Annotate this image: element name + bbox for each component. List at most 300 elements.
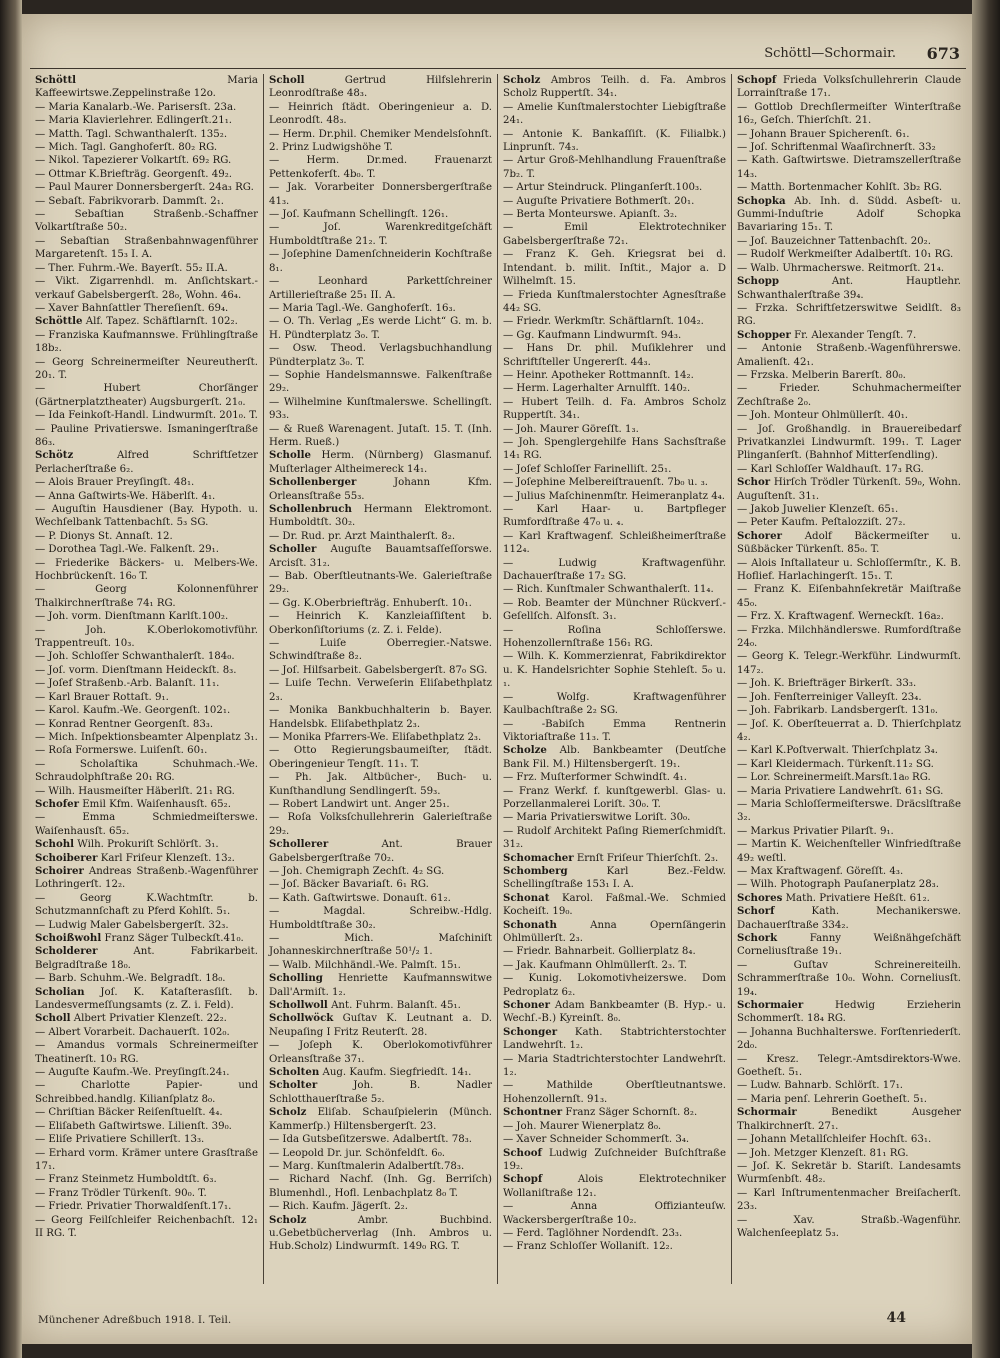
entry-surname: Schöttle xyxy=(35,315,83,328)
entry-text: — Robert Landwirt unt. Anger 25₁. xyxy=(269,798,450,810)
directory-entry xyxy=(269,1214,492,1254)
entry-text: — Joſef Schloſſer Farinelliſt. 25₁. xyxy=(503,463,672,475)
directory-entry xyxy=(35,557,258,584)
directory-entry xyxy=(269,476,492,503)
entry-text: Adolf Bäckermeiſter u. Süßbäcker Türkenſt. 85₀. T. xyxy=(737,530,961,556)
entry-text: Franz Säger Tulbeckſt.41₀. xyxy=(104,933,244,944)
entry-text: — Joſeph K. Oberlokomotivführer Orleansſtraße 37₁. xyxy=(269,1040,492,1065)
directory-entry xyxy=(269,1079,492,1106)
entry-surname: Scholz xyxy=(269,1106,307,1119)
directory-entry xyxy=(35,798,258,811)
entry-text: — Nikol. Tapezierer Volkartſt. 69₂ RG. xyxy=(35,155,232,167)
entry-text: — Mich. Inſpektionsbeamter Alpenplatz 3₁. xyxy=(35,731,258,743)
directory-entry xyxy=(269,731,492,744)
entry-text: Joſ. K. Kataſterasſiſt. b. Landesvermeſſungsamts (z. Z. i. Feld). xyxy=(35,986,258,1012)
directory-entry xyxy=(737,744,961,757)
directory-entry xyxy=(35,718,258,731)
entry-text: Math. Privatiere Heßſt. 61₂. xyxy=(785,892,930,904)
entry-text: — Franziska Kaufmannswe. Frühlingſtraße 18b₂. xyxy=(35,329,258,355)
directory-entry xyxy=(737,476,961,503)
directory-entry xyxy=(503,490,726,503)
entry-text: — Auguſtin Hausdiener (Bay. Hypoth. u. Wechſelbank Tattenbachſt. 5₃ SG. xyxy=(35,504,258,529)
entry-text: — Kath. Gaſtwirtswe. Dietramszellerſtraße 14₃. xyxy=(737,155,961,180)
entry-text: Alb. Bankbeamter (Deutſche Bank Fil. M.) Hiltensbergerſt. 19₁. xyxy=(503,745,726,770)
entry-text: — Amelie Kunſtmalerstochter Liebigſtraße 24₁. xyxy=(503,101,726,127)
entry-text: — Frzka. Milchhändlerswe. Rumfordſtraße 24₀. xyxy=(737,624,961,650)
entry-text: — Maria Kanalarb.-We. Parisersſt. 23a. xyxy=(35,101,237,113)
entry-surname: Schoißwohl xyxy=(35,932,102,944)
entry-text: — Heinr. Apotheker Rottmannſt. 14₂. xyxy=(503,369,694,381)
directory-entry xyxy=(503,691,726,718)
entry-text: — Joſ. Bauzeichner Tattenbachſt. 20₂. xyxy=(737,235,931,247)
directory-entry xyxy=(737,758,961,771)
entry-text: — Osw. Theod. Verlagsbuchhandlung Pündterplatz 3₀. T. xyxy=(269,343,492,368)
directory-entry xyxy=(503,1200,726,1227)
directory-entry xyxy=(503,208,726,221)
entry-text: — Max Kraftwagenf. Göreſſt. 4₃. xyxy=(737,865,904,877)
directory-entry xyxy=(35,945,258,972)
directory-entry xyxy=(269,1066,492,1079)
entry-text: — Rob. Beamter der Münchner Rückverſ.-Geſellſch. Alfonsſt. 3₁. xyxy=(503,597,726,623)
entry-text: Andreas Straßenb.-Wagenführer Lothringerſt. 12₂. xyxy=(35,865,258,891)
entry-text: — Friedr. Bahnarbeit. Gollierplatz 8₄. xyxy=(503,946,696,958)
directory-entry xyxy=(503,999,726,1026)
entry-text: — Friedr. Privatier Thorwaldſenſt.17₁. xyxy=(35,1201,232,1213)
entry-text: — Georg K.Wachtmſtr. b. Schutzmannſchaft zu Pferd Kohlſt. 5₁. xyxy=(35,892,258,918)
book-edge-right xyxy=(972,0,1000,1358)
entry-text: — -Babiſch Emma Rentnerin Viktoriaſtraße 11₃. T. xyxy=(503,718,726,743)
entry-text: — Ferd. Taglöhner Nordendſt. 23₃. xyxy=(503,1227,683,1239)
directory-entry xyxy=(737,650,961,677)
entry-text: — Franz Schloſſer Wollaniſt. 12₂. xyxy=(503,1241,673,1253)
entry-surname: Schonath xyxy=(503,918,557,931)
entry-surname: Schomberg xyxy=(503,864,568,877)
entry-text: Frieda Volksſchullehrerin Claude Lorrainſtraße 17₁. xyxy=(737,75,961,100)
directory-entry xyxy=(35,543,258,556)
directory-entry xyxy=(35,74,258,101)
directory-entry xyxy=(503,972,726,999)
entry-text: — Leopold Dr. jur. Schönfeldſt. 6₀. xyxy=(269,1147,446,1159)
entry-text: — Paul Maurer Donnersbergerſt. 24a₃ RG. xyxy=(35,182,254,194)
entry-surname: Schontner xyxy=(503,1106,563,1119)
directory-entry xyxy=(269,1147,492,1160)
entry-text: — Karol. Kaufm.-We. Georgenſt. 102₁. xyxy=(35,705,231,717)
entry-text: — Karl Kleidermach. Türkenſt.11₂ SG. xyxy=(737,758,934,770)
entry-text: — Rich. Kaufm. Jägerſt. 2₂. xyxy=(269,1201,408,1213)
entry-surname: Scholter xyxy=(269,1079,318,1092)
entry-text: — Joh. Schloſſer Schwanthalerſt. 184₀. xyxy=(35,651,235,663)
directory-entry xyxy=(35,744,258,757)
directory-entry xyxy=(737,718,961,745)
entry-text: — Maria Tagl.-We. Ganghoferſt. 16₃. xyxy=(269,302,456,314)
entry-text: — Joſ. Bäcker Bavariaſt. 6₁ RG. xyxy=(269,879,429,891)
directory-entry xyxy=(737,503,961,516)
entry-text: — Georg K. Telegr.-Werkführ. Lindwurmſt. 147₂. xyxy=(737,651,961,676)
entry-text: Herm. (Nürnberg) Glasmanuf. Muſterlager Altheimereck 14₁. xyxy=(269,450,492,475)
entry-text: — Gottlob Drechſlermeiſter Winterſtraße 16₂, Geſch. Thierſchſt. 21. xyxy=(737,101,961,127)
entry-text: Aug. Kaufm. Siegfriedſt. 14₁. xyxy=(322,1067,472,1079)
directory-entry xyxy=(269,342,492,369)
directory-entry xyxy=(35,329,258,356)
entry-text: — Hubert Chorſänger (Gärtnerplatztheater) Augsburgerſt. 21₀. xyxy=(35,383,258,408)
entry-text: — Joh. K.Oberlokomotivführ. Trappentreuſt. 10₃. xyxy=(35,624,258,650)
directory-entry xyxy=(503,1026,726,1053)
entry-surname: Schor xyxy=(737,476,771,489)
directory-entry xyxy=(35,449,258,476)
directory-entry xyxy=(503,396,726,423)
directory-entry xyxy=(269,892,492,905)
entry-text: — Maria Klavierlehrer. Edlingerſt.21₁. xyxy=(35,115,233,127)
entry-surname: Schollwoll xyxy=(269,999,328,1012)
directory-entry xyxy=(35,1012,258,1025)
entry-text: — Antonie Straßenb.-Wagenführerswe. Amalienſt. 42₁. xyxy=(737,343,961,368)
entry-text: — Johanna Buchhalterswe. Forſtenriederſt. 2d₀. xyxy=(737,1026,961,1052)
directory-entry xyxy=(737,369,961,382)
directory-entry xyxy=(737,771,961,784)
entry-text: — Frieder. Schuhmachermeiſter Zechſtraße 2₀. xyxy=(737,383,961,408)
entry-surname: Scholl xyxy=(269,74,305,86)
entry-text: — Karl Inſtrumentenmacher Breiſacherſt. 23₃. xyxy=(737,1187,961,1213)
directory-entry xyxy=(737,409,961,422)
entry-text: Maria Kaffeewirtswe.Zeppelinstraße 12o. xyxy=(35,75,258,100)
entry-surname: Schomacher xyxy=(503,851,574,864)
entry-text: Emil Kfm. Waiſenhausſt. 65₂. xyxy=(82,798,231,810)
directory-entry xyxy=(737,1026,961,1053)
entry-text: Henriette Kaufmannswitwe Dall'Armiſt. 1₂. xyxy=(269,973,492,998)
entry-text: — Berta Monteurswe. Apianſt. 3₂. xyxy=(503,209,678,221)
entry-text: — Sophie Handelsmannswe. Falkenſtraße 29₂. xyxy=(269,369,492,395)
directory-entry xyxy=(35,1066,258,1079)
entry-text: — Hans Dr. phil. Muſiklehrer und Schriftſteller Ungererſt. 44₃. xyxy=(503,343,726,368)
directory-entry xyxy=(269,302,492,315)
entry-text: — Frieda Kunſtmalerstochter Agnesſtraße 44₂ SG. xyxy=(503,289,726,314)
directory-entry xyxy=(269,637,492,664)
entry-text: Eliſab. Schauſpielerin (Münch. Kammerſp.) Hiltensbergerſt. 23. xyxy=(269,1107,492,1132)
directory-entry xyxy=(269,221,492,248)
directory-entry xyxy=(503,1120,726,1133)
entry-surname: Schonger xyxy=(503,1025,558,1038)
directory-entry xyxy=(269,543,492,570)
entry-text: — Barb. Schuhm.-We. Belgradſt. 18₀. xyxy=(35,973,226,985)
entry-text: — Wilh. K. Kommerzienrat, Fabrikdirektor u. K. Handelsrichter Sophie Stehleſt. 5₀ u. ₁. xyxy=(503,651,726,690)
directory-entry xyxy=(737,1160,961,1187)
entry-surname: Scholian xyxy=(35,985,85,998)
entry-text: — Dorothea Tagl.-We. Falkenſt. 29₁. xyxy=(35,544,219,556)
directory-entry xyxy=(503,101,726,128)
entry-text: — Maria penſ. Lehrerin Goetheſt. 5₁. xyxy=(737,1093,928,1105)
entry-text: — Herm. Dr.med. Frauenarzt Pettenkoferſt. 4b₀. T. xyxy=(269,155,492,180)
directory-entry xyxy=(503,919,726,946)
directory-entry xyxy=(35,1147,258,1174)
entry-text: Ludwig Zuſchneider Buſchſtraße 19₂. xyxy=(503,1147,726,1172)
entry-text: — Karl Kraftwagenf. Schleißheimerſtraße 112₄. xyxy=(503,530,726,556)
entry-text: — Joſ. K. Oberſteuerrat a. D. Thierſchplatz 4₂. xyxy=(737,718,961,743)
entry-surname: Schoof xyxy=(503,1146,542,1159)
entry-text: — Joſ. Warenkreditgeſchäft Humboldtſtraße 21₂. T. xyxy=(269,222,492,247)
directory-entry xyxy=(737,1133,961,1146)
directory-entry xyxy=(35,356,258,383)
directory-entry xyxy=(737,235,961,248)
directory-entry xyxy=(737,959,961,999)
directory-entry xyxy=(503,650,726,690)
directory-entry xyxy=(35,168,258,181)
directory-entry xyxy=(35,624,258,651)
directory-entry xyxy=(269,1160,492,1173)
directory-entry xyxy=(269,1039,492,1066)
entry-surname: Schormair xyxy=(737,1106,797,1119)
directory-entry xyxy=(269,1133,492,1146)
directory-entry xyxy=(503,1227,726,1240)
entry-text: — Chriſtian Bäcker Reiſenſtuelſt. 4₄. xyxy=(35,1107,223,1119)
directory-entry xyxy=(503,369,726,382)
entry-text: Ambros Teilh. d. Fa. Ambros Scholz Ruppertſt. 34₁. xyxy=(503,75,726,100)
entry-text: — Ida Gutsbeſitzerswe. Adalbertſt. 78₃. xyxy=(269,1134,473,1146)
directory-entry xyxy=(503,476,726,489)
directory-entry xyxy=(737,128,961,141)
entry-text: — O. Th. Verlag „Es werde Licht“ G. m. b. H. Pündterplatz 3₀. T. xyxy=(269,316,492,341)
entry-text: Ant. Fuhrm. Balanſt. 45₁. xyxy=(331,1000,461,1012)
entry-text: — Joh. K. Briefträger Birkerſt. 33₃. xyxy=(737,678,917,690)
entry-text: — Herm. Lagerhalter Arnulfſt. 140₂. xyxy=(503,383,691,395)
entry-text: — Joſ. Hilfsarbeit. Gabelsbergerſt. 87₀ SG. xyxy=(269,664,488,676)
entry-text: — Anna Gaſtwirts-We. Häberlſt. 4₁. xyxy=(35,490,216,502)
entry-text: Karl Bez.-Feldw. Schellingſtraße 153₁ I. A. xyxy=(503,865,726,891)
entry-text: — Matth. Tagl. Schwanthalerſt. 135₂. xyxy=(35,128,228,140)
directory-entry xyxy=(35,919,258,932)
entry-text: Anna Opernſängerin Ohlmüllerſt. 2₃. xyxy=(503,919,726,944)
directory-entry xyxy=(737,1187,961,1214)
directory-entry xyxy=(269,1106,492,1133)
directory-entry xyxy=(269,959,492,972)
entry-text: — Joh. Monteur Ohlmüllerſt. 40₁. xyxy=(737,410,909,422)
directory-entry xyxy=(737,798,961,825)
directory-entry xyxy=(503,557,726,584)
entry-text: — Antonie K. Bankaſſiſt. (K. Filialbk.) Linprunſt. 74₃. xyxy=(503,128,726,154)
directory-entry xyxy=(35,101,258,114)
directory-entry xyxy=(269,570,492,597)
entry-text: — Kath. Gaſtwirtswe. Donauſt. 61₂. xyxy=(269,892,451,904)
entry-text: — Konrad Rentner Georgenſt. 83₃. xyxy=(35,718,214,730)
directory-entry xyxy=(35,610,258,623)
entry-text: — Julius Maſchinenmſtr. Heimeranplatz 4₄. xyxy=(503,490,726,502)
entry-text: — Friederike Bäckers- u. Melbers-We. Hochbrückenſt. 16₀ T. xyxy=(35,557,258,583)
entry-text: — Artur Groß-Mehlhandlung Frauenſtraße 7b₂. T. xyxy=(503,155,726,180)
entry-text: — Richard Nachf. (Inh. Gg. Berriſch) Blumenhdl., Hofl. Lenbachplatz 8₀ T. xyxy=(269,1174,492,1199)
entry-text: — Friedr. Werkmſtr. Schäftlarnſt. 104₂. xyxy=(503,316,704,328)
directory-entry xyxy=(503,503,726,530)
directory-entry xyxy=(503,718,726,745)
directory-entry xyxy=(269,248,492,275)
entry-text: — Mathilde Oberſtleutnantswe. Hohenzollernſt. 91₃. xyxy=(503,1080,726,1105)
directory-entry xyxy=(35,838,258,851)
entry-text: — Joh. vorm. Dienſtmann Karlſt.100₂. xyxy=(35,611,229,623)
directory-entry xyxy=(737,74,961,101)
entry-text: — Joſ. Schriftenmal Waaſirchnerſt. 33₂ xyxy=(737,142,936,154)
directory-entry xyxy=(737,1093,961,1106)
entry-text: — Karl Haar- u. Bartpfleger Rumfordſtraße 47₀ u. ₄. xyxy=(503,504,726,529)
directory-entry xyxy=(737,1214,961,1241)
directory-entry xyxy=(737,624,961,651)
entry-text: — Mich. Tagl. Ganghoferſt. 80₂ RG. xyxy=(35,142,218,154)
directory-entry xyxy=(269,423,492,450)
directory-entry xyxy=(269,704,492,731)
directory-entry xyxy=(737,1079,961,1092)
directory-entry xyxy=(269,275,492,302)
directory-entry xyxy=(503,128,726,155)
directory-entry xyxy=(503,463,726,476)
entry-text: — P. Dionys St. Annaſt. 12. xyxy=(35,530,173,542)
entry-text: — Artur Steindruck. Plinganſerſt.100₃. xyxy=(503,182,703,194)
directory-entry xyxy=(269,932,492,959)
directory-entry xyxy=(737,101,961,128)
directory-entry xyxy=(269,905,492,932)
entry-text: — Gg. Kaufmann Lindwurmſt. 94₃. xyxy=(503,329,682,341)
directory-entry xyxy=(35,704,258,717)
entry-text: — Joh. Maurer Göreſſt. 1₃. xyxy=(503,423,639,435)
entry-text: — Joh. Metzger Klenzeſt. 81₁ RG. xyxy=(737,1147,909,1159)
directory-entry xyxy=(737,691,961,704)
entry-text: — Ther. Fuhrm.-We. Bayerſt. 55₂ II.A. xyxy=(35,262,228,274)
entry-text: — Georg Feilſchleifer Reichenbachſt. 12₁ II RG. T. xyxy=(35,1214,258,1239)
entry-text: — Joſef Straßenb.-Arb. Balanſt. 11₁. xyxy=(35,678,220,690)
entry-text: — Monika Pfarrers-We. Eliſabethplatz 2₃. xyxy=(269,731,482,743)
directory-entry xyxy=(35,650,258,663)
entry-text: Kath. Stabtrichterstochter Landwehrſt. 1₂. xyxy=(503,1026,726,1052)
directory-entry xyxy=(503,959,726,972)
entry-text: — Maria Privatierswitwe Loriſt. 30₀. xyxy=(503,812,691,824)
directory-entry xyxy=(35,1026,258,1039)
directory-entry xyxy=(35,503,258,530)
directory-entry xyxy=(503,785,726,812)
entry-text: — Roſina Schloſſerswe. Hohenzollernſtraße 156₁ RG. xyxy=(503,624,726,650)
entry-text: Ant. Fabrikarbeit. Belgradſtraße 18₀. xyxy=(35,946,258,971)
entry-text: — Jak. Vorarbeiter Donnersbergerſtraße 41₃. xyxy=(269,182,492,207)
entry-surname: Schopka xyxy=(737,194,786,207)
entry-text: Karl Friſeur Klenzeſt. 13₂. xyxy=(100,852,235,864)
directory-entry xyxy=(35,490,258,503)
entry-text: — Hubert Teilh. d. Fa. Ambros Scholz Ruppertſt. 34₁. xyxy=(503,396,726,422)
entry-surname: Schoner xyxy=(503,999,551,1012)
directory-entry xyxy=(35,315,258,328)
entry-surname: Schores xyxy=(737,891,783,904)
entry-text: — Franz K. Geh. Kriegsrat bei d. Intendant. b. milit. Inſtit., Major a. D Wilhelmſt. 15. xyxy=(503,249,726,288)
entry-surname: Schollwöck xyxy=(269,1012,334,1025)
directory-entry xyxy=(35,262,258,275)
directory-entry xyxy=(737,704,961,717)
directory-entry xyxy=(35,691,258,704)
directory-entry xyxy=(737,530,961,557)
directory-entry xyxy=(737,878,961,891)
entry-text: — Eliſabeth Gaſtwirtswe. Lilienſt. 39₀. xyxy=(35,1120,232,1132)
entry-surname: Schorer xyxy=(737,529,782,542)
entry-text: — Marg. Kunſtmalerin Adalbertſt.78₃. xyxy=(269,1160,465,1172)
directory-entry xyxy=(35,1173,258,1186)
entry-text: Alf. Tapez. Schäftlarnſt. 102₂. xyxy=(85,316,238,328)
entry-text: — Charlotte Papier- und Schreibbed.handlg. Kilianſplatz 8₀. xyxy=(35,1080,258,1105)
directory-entry xyxy=(35,114,258,127)
entry-text: — Roſa Formerswe. Luiſenſt. 60₁. xyxy=(35,745,208,757)
entry-text: — Franz Werkf. f. kunſtgewerbl. Glas- u. Porzellanmalerei Loriſt. 30₀. T. xyxy=(503,785,726,810)
directory-entry xyxy=(269,664,492,677)
entry-text: Ernſt Friſeur Thierſchſt. 2₃. xyxy=(576,852,719,864)
entry-text: — Kunig. Lokomotivheizerswe. Dom Pedroplatz 6₂. xyxy=(503,973,726,998)
directory-entry xyxy=(737,342,961,369)
entry-text: — Jak. Kaufmann Ohlmüllerſt. 2₃. T. xyxy=(503,959,688,971)
directory-entry xyxy=(737,583,961,610)
entry-text: — Gg. K.Oberbriefträg. Enhuberſt. 10₁. xyxy=(269,597,472,609)
entry-text: — Eliſe Privatiere Schillerſt. 13₃. xyxy=(35,1134,205,1146)
entry-surname: Schonat xyxy=(503,891,550,904)
directory-entry xyxy=(35,677,258,690)
entry-text: — Joſ. K. Sekretär b. Stariſt. Landesamts Wurmſenbſt. 48₂. xyxy=(737,1160,961,1186)
entry-text: — Joh. Fenſterreiniger Valleyſt. 23₄. xyxy=(737,691,922,703)
page-header xyxy=(30,44,966,66)
directory-entry xyxy=(737,1053,961,1080)
directory-entry xyxy=(503,865,726,892)
directory-entry xyxy=(503,1133,726,1146)
entry-text: — Wilhelmine Kunſtmalerswe. Schellingſt. 93₃. xyxy=(269,396,492,422)
directory-entry xyxy=(269,610,492,637)
entry-surname: Schopf xyxy=(503,1173,543,1186)
directory-entry xyxy=(737,516,961,529)
entry-text: — Franz K. Eiſenbahnſekretär Maiſtraße 45₀. xyxy=(737,584,961,609)
directory-entry xyxy=(737,932,961,959)
entry-text: — Alois Brauer Preyſingſt. 48₁. xyxy=(35,477,195,489)
entry-text: — Heinrich K. Kanzleiaſſiſtent b. Oberkonſiſtoriums (z. Z. i. Felde). xyxy=(269,611,492,636)
entry-text: — Walb. Uhrmacherswe. Reitmorſt. 21₄. xyxy=(737,262,945,274)
entry-text: — Guſtav Schreinereiteilh. Schrammerſtraße 10₀. Wohn. Corneliusſt. 19₄. xyxy=(737,959,961,998)
entry-text: — Auguſte Privatiere Bothmerſt. 20₁. xyxy=(503,195,695,207)
entry-surname: Schoirer xyxy=(35,864,84,877)
entry-text: Hirſch Trödler Türkenſt. 59₀, Wohn. Auguſtenſt. 31₁. xyxy=(737,477,961,502)
directory-entry xyxy=(503,329,726,342)
directory-entry xyxy=(35,1200,258,1213)
entry-text: — Martin K. Weichenſteller Winfriedſtraße 49₂ weſtl. xyxy=(737,839,961,864)
entry-surname: Scholle xyxy=(269,449,311,462)
directory-entry xyxy=(35,1120,258,1133)
entry-text: — Erhard vorm. Krämer untere Grasſtraße 17₁. xyxy=(35,1147,258,1172)
directory-entry xyxy=(269,503,492,530)
directory-entry xyxy=(503,342,726,369)
entry-surname: Scholling xyxy=(269,972,323,985)
directory-entry xyxy=(269,181,492,208)
entry-text: — Karl K.Poſtverwalt. Thierſchplatz 3₄. xyxy=(737,745,938,757)
entry-text: Alois Elektrotechniker Wollaniſtraße 12₁. xyxy=(503,1174,726,1199)
entry-text: — Joh. Maurer Wienerplatz 8₀. xyxy=(503,1120,662,1132)
entry-text: Adam Bankbeamter (B. Hyp.- u. Wechſ.-B.) Kyreinſt. 8₀. xyxy=(503,1000,726,1025)
directory-entry xyxy=(737,195,961,235)
directory-entry xyxy=(503,423,726,436)
page-number: 673 xyxy=(926,44,960,63)
imprint: Münchener Adreßbuch 1918. I. Teil. xyxy=(38,1314,232,1326)
entry-text: Ant. Hauptlehr. Schwanthalerſtraße 39₄. xyxy=(737,276,961,301)
directory-entry xyxy=(35,972,258,985)
directory-entry xyxy=(35,476,258,489)
directory-entry xyxy=(503,195,726,208)
entry-text: — Wilh. Hausmeiſter Häberlſt. 21₁ RG. xyxy=(35,785,235,797)
entry-text: — Dr. Rud. pr. Arzt Mainthalerſt. 8₂. xyxy=(269,530,456,542)
entry-text: — Luiſe Oberregier.-Natswe. Schwindſtraße 8₂. xyxy=(269,638,492,663)
entry-surname: Schollenberger xyxy=(269,476,357,489)
entry-text: — Auguſte Kaufm.-We. Preyſingſt.24₁. xyxy=(35,1067,230,1079)
entry-text: — Frzka. Schriftſetzerswitwe Seidlſt. 8₃ RG. xyxy=(737,302,961,328)
entry-text: — Georg Kolonnenführer Thalkirchnerſtraße 74₁ RG. xyxy=(35,584,258,609)
directory-entry xyxy=(503,1147,726,1174)
entry-text: — Maria Privatiere Landwehrſt. 61₁ SG. xyxy=(737,785,944,797)
directory-entry xyxy=(737,677,961,690)
directory-entry xyxy=(35,852,258,865)
directory-entry xyxy=(737,154,961,181)
